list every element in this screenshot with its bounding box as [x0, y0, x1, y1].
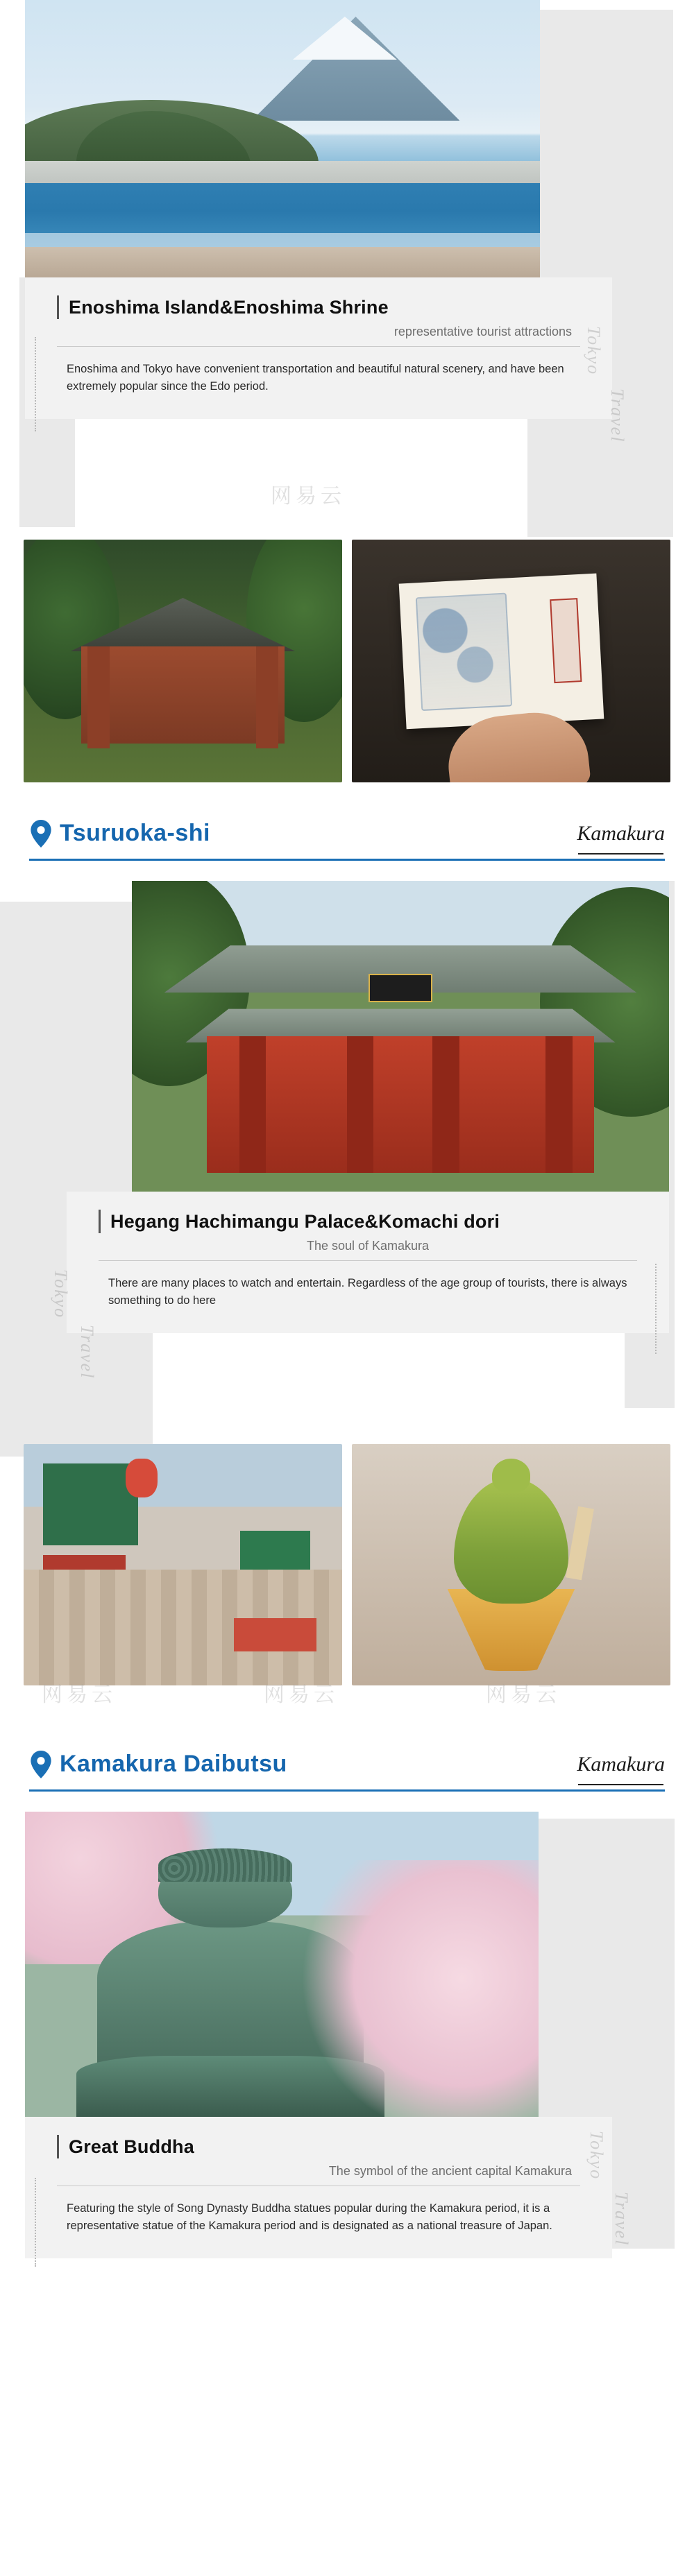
enoshima-card-subtitle: representative tourist attractions: [57, 325, 580, 347]
section-rule: [29, 859, 665, 861]
tsuruoka-hero-block: [0, 881, 694, 1463]
enoshima-hero-block: [0, 0, 694, 555]
tsuruoka-section-title: Tsuruoka-shi: [60, 820, 210, 846]
tsuruoka-card: [67, 1192, 669, 1333]
section-enoshima: [0, 0, 694, 799]
map-pin-icon: [29, 820, 53, 848]
enoshima-island-photo: [25, 0, 540, 277]
watermark-tokyo: Tokyo: [586, 2131, 607, 2181]
watermark-tokyo: Tokyo: [584, 326, 604, 376]
card-dotted-divider: [655, 1264, 657, 1354]
watermark-tokyo: Tokyo: [51, 1269, 71, 1319]
watermark-chinese: 网易云: [42, 1683, 117, 1707]
tsuruoka-card-body: There are many places to watch and entertain. Regardless of the age group of tourists, there is always something to do here: [108, 1277, 627, 1307]
matcha-icecream-photo: [352, 1444, 670, 1685]
section-tsuruoka: [0, 799, 694, 1730]
section-daibutsu: [0, 1730, 694, 2269]
watermark-chinese: 网易云: [271, 484, 346, 508]
hero-backdrop: [527, 10, 673, 537]
card-dotted-divider: [35, 337, 36, 431]
enoshima-card: [25, 277, 612, 419]
enoshima-card-title: Enoshima Island&Enoshima Shrine: [57, 295, 580, 319]
watermark-travel: Travel: [611, 2192, 632, 2247]
enoshima-shrine-photo: [24, 540, 342, 782]
daibutsu-hero-block: [0, 1812, 694, 2269]
watermark-travel: Travel: [77, 1325, 97, 1380]
tsuruoka-section-header: [0, 799, 694, 881]
tsuruoka-card-subtitle: The soul of Kamakura: [99, 1239, 637, 1261]
daibutsu-card-subtitle: The symbol of the ancient capital Kamakura: [57, 2164, 580, 2186]
map-pin-icon: [29, 1751, 53, 1778]
komachi-dori-photo: [24, 1444, 342, 1685]
watermark-chinese: 网易云: [486, 1683, 561, 1707]
watermark-chinese: 网易云: [264, 1683, 339, 1707]
tsuruoka-card-title: Hegang Hachimangu Palace&Komachi dori: [99, 1210, 637, 1233]
watermark-travel: Travel: [607, 388, 627, 443]
tsuruoka-gallery: [0, 1444, 694, 1698]
card-dotted-divider: [35, 2178, 36, 2267]
great-buddha-photo: [25, 1812, 539, 2117]
daibutsu-section-header: [0, 1730, 694, 1812]
daibutsu-card-body: Featuring the style of Song Dynasty Buddha statues popular during the Kamakura period, it is a representative statue of the Kamakura period and is designated as a national treasure of Japan.: [67, 2202, 552, 2232]
tsuruoka-script-label: Kamakura: [577, 818, 665, 853]
daibutsu-card-title: Great Buddha: [57, 2135, 580, 2158]
daibutsu-card: [25, 2117, 612, 2258]
enoshima-card-body: Enoshima and Tokyo have convenient transportation and beautiful natural scenery, and have been extremely popular since the Edo period.: [67, 363, 564, 393]
daibutsu-script-label: Kamakura: [577, 1749, 665, 1784]
hachimangu-photo: [132, 881, 669, 1192]
daibutsu-section-title: Kamakura Daibutsu: [60, 1751, 287, 1777]
section-rule: [29, 1789, 665, 1792]
enoshima-gallery: [0, 540, 694, 799]
goshuin-stamp-photo: [352, 540, 670, 782]
hero-backdrop: [0, 902, 153, 1457]
